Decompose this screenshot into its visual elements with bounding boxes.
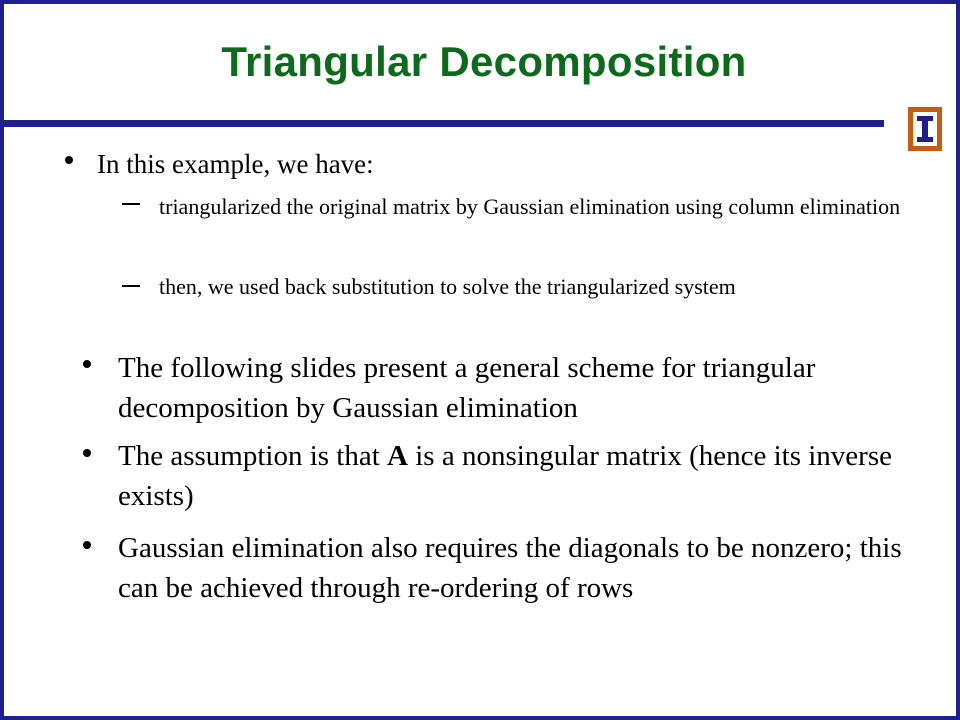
bullet-3-text-a: The assumption is that bbox=[118, 440, 388, 472]
sub-bullet-marker bbox=[122, 285, 140, 287]
bullet-3-text bbox=[118, 436, 898, 516]
bullet-marker bbox=[83, 449, 91, 457]
bullet-marker bbox=[83, 541, 91, 549]
sub-bullet-1-text: triangularized the original matrix by Gaussian elimination using column elimination bbox=[159, 194, 901, 219]
bullet-2-text: The following slides present a general scheme for triangular decomposition by Gaussian elimination bbox=[118, 352, 816, 424]
sub-bullet-marker bbox=[122, 203, 140, 205]
matrix-symbol-A: A bbox=[387, 440, 408, 472]
bullet-1-text: In this example, we have: bbox=[97, 149, 374, 179]
bullet-4-text: Gaussian elimination also requires the diagonals to be nonzero; this can be achieved through re-ordering of rows bbox=[118, 532, 902, 604]
bullet-3-text-b: is a nonsingular matrix (hence its inverse exists) bbox=[118, 440, 892, 512]
bullet-marker bbox=[65, 156, 73, 164]
slide-title: Triangular Decomposition bbox=[221, 38, 747, 85]
sub-bullet-2-text: then, we used back substitution to solve the triangularized system bbox=[159, 274, 736, 299]
university-logo-icon bbox=[908, 107, 942, 151]
bullet-marker bbox=[83, 360, 91, 368]
title-divider bbox=[4, 120, 884, 127]
